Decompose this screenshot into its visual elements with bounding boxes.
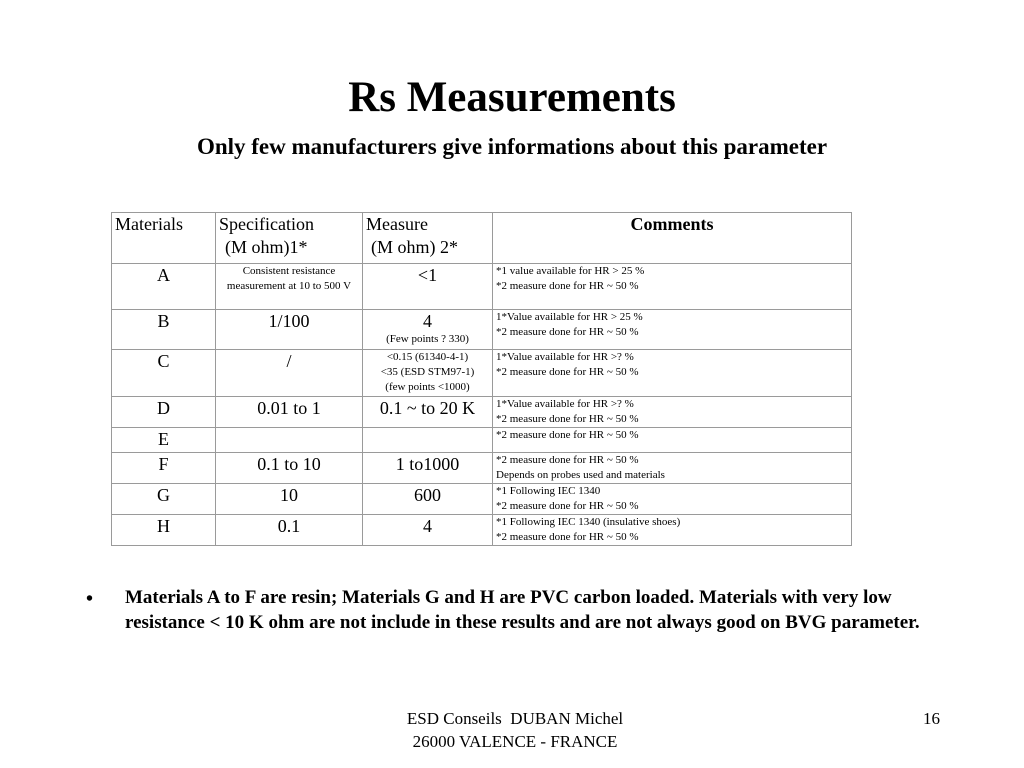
measure-value: 4 (423, 311, 432, 331)
bullet-icon: • (86, 588, 94, 610)
cell-measure: 4 (363, 515, 493, 546)
cell-spec: 0.01 to 1 (216, 397, 363, 428)
cell-measure: 0.1 ~ to 20 K (363, 397, 493, 428)
cell-comments (493, 350, 852, 397)
cell-measure: 600 (363, 484, 493, 515)
table-row (112, 350, 852, 397)
table-row (112, 264, 852, 310)
cell-measure: 1 to1000 (363, 453, 493, 484)
comment-line: *2 measure done for HR ~ 50 % (496, 429, 639, 441)
table-row (112, 397, 852, 428)
header-comments-label: Comments (630, 214, 714, 234)
comment-line: *2 measure done for HR ~ 50 % (496, 366, 639, 378)
cell-spec: Consistent resistance measurement at 10 to 500 V (216, 264, 363, 310)
note-text: Materials A to F are resin; Materials G and H are PVC carbon loaded. Materials with very low resistance < 10 K ohm are not include in these results and are not always good on BVG parameter. (125, 587, 920, 633)
comment-line: *1 Following IEC 1340 (insulative shoes) (496, 516, 681, 528)
measure-line: (few points <1000) (385, 381, 470, 393)
comment-line: *2 measure done for HR ~ 50 % (496, 413, 639, 425)
footer-credit (340, 707, 690, 753)
cell-spec: 10 (216, 484, 363, 515)
comment-line: 1*Value available for HR >? % (496, 351, 634, 363)
slide-title: Rs Measurements (348, 74, 676, 121)
cell-material: B (112, 310, 216, 350)
header-measure-line1: Measure (366, 214, 428, 234)
cell-comments (493, 453, 852, 484)
cell-material: F (112, 453, 216, 484)
comment-line: *1 value available for HR > 25 % (496, 265, 645, 277)
comment-line: *2 measure done for HR ~ 50 % (496, 326, 639, 338)
cell-material: E (112, 428, 216, 453)
comment-line: *2 measure done for HR ~ 50 % (496, 454, 639, 466)
header-spec-line1: Specification (219, 214, 314, 234)
comment-line: 1*Value available for HR >? % (496, 398, 634, 410)
table-row (112, 484, 852, 515)
cell-measure (363, 310, 493, 350)
measure-note: (Few points ? 330) (386, 333, 469, 345)
comment-line: 1*Value available for HR > 25 % (496, 311, 643, 323)
measure-line: <0.15 (61340-4-1) (386, 351, 469, 363)
comment-line: Depends on probes used and materials (496, 469, 665, 481)
cell-spec: 0.1 (216, 515, 363, 546)
header-spec-line2: (M ohm)1* (225, 237, 308, 257)
table-row (112, 515, 852, 546)
footer-line2: 26000 VALENCE - FRANCE (412, 732, 618, 751)
footer-line1: ESD Conseils DUBAN Michel (406, 709, 624, 728)
cell-measure (363, 350, 493, 397)
page-number: 16 (923, 709, 940, 728)
cell-measure (363, 428, 493, 453)
header-comments (493, 213, 852, 264)
measure-line: <35 (ESD STM97-1) (380, 366, 475, 378)
table-header-row (112, 213, 852, 264)
cell-material: A (112, 264, 216, 310)
cell-spec: 1/100 (216, 310, 363, 350)
comment-line: *2 measure done for HR ~ 50 % (496, 280, 639, 292)
header-measure (363, 213, 493, 264)
cell-material: C (112, 350, 216, 397)
table-row (112, 453, 852, 484)
table-row (112, 428, 852, 453)
comment-line: *2 measure done for HR ~ 50 % (496, 531, 639, 543)
cell-material: H (112, 515, 216, 546)
cell-comments (493, 397, 852, 428)
header-measure-line2: (M ohm) 2* (371, 237, 458, 257)
cell-measure: <1 (363, 264, 493, 310)
comment-line: *2 measure done for HR ~ 50 % (496, 500, 639, 512)
table-row (112, 310, 852, 350)
comment-line: *1 Following IEC 1340 (496, 485, 601, 497)
header-specification (216, 213, 363, 264)
rs-measurements-table (111, 212, 852, 546)
cell-comments (493, 310, 852, 350)
cell-spec: 0.1 to 10 (216, 453, 363, 484)
slide-subtitle: Only few manufacturers give informations about this parameter (196, 134, 828, 159)
cell-comments (493, 484, 852, 515)
cell-material: G (112, 484, 216, 515)
cell-comments (493, 264, 852, 310)
cell-spec (216, 428, 363, 453)
cell-material: D (112, 397, 216, 428)
header-materials (112, 213, 216, 264)
cell-comments (493, 515, 852, 546)
cell-spec: / (216, 350, 363, 397)
cell-comments (493, 428, 852, 453)
header-materials-label: Materials (115, 214, 183, 234)
